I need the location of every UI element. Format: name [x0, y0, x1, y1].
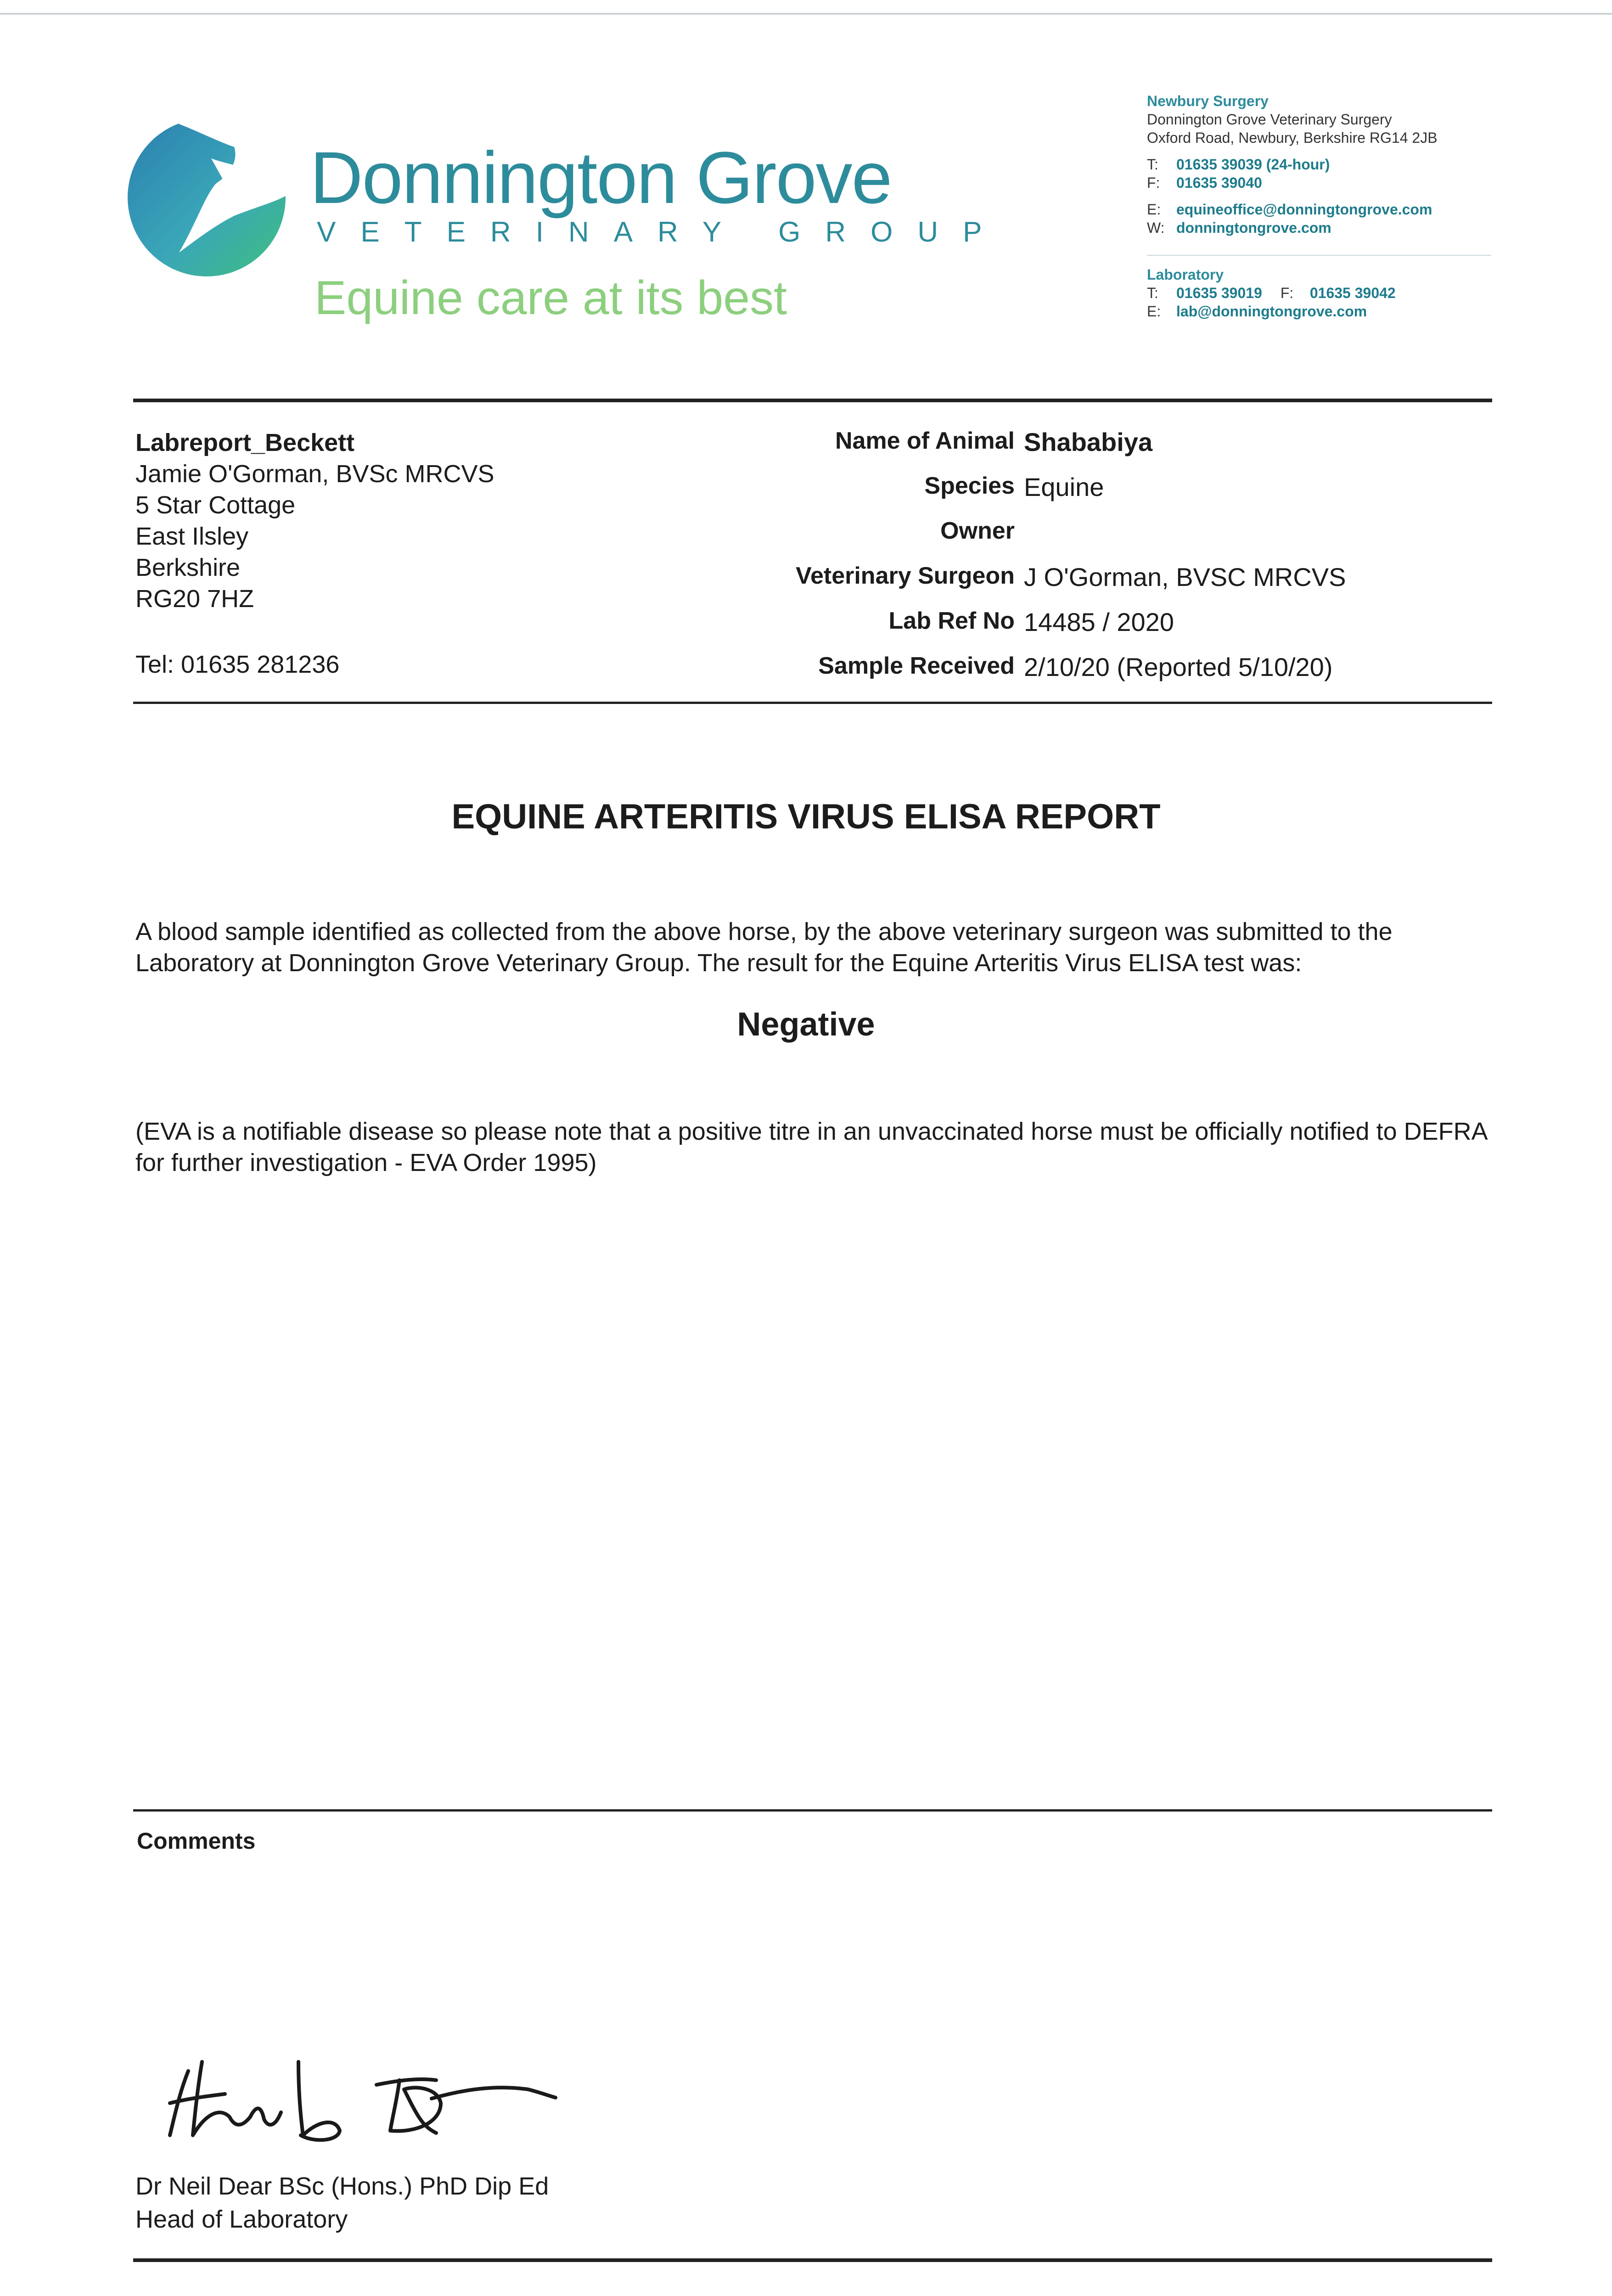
address-line: Jamie O'Gorman, BVSc MRCVS: [135, 460, 494, 488]
lab-email-label: E:: [1147, 303, 1161, 320]
surgery-line-1: Donnington Grove Veterinary Surgery: [1147, 111, 1392, 128]
info-label: Lab Ref No: [888, 608, 1015, 634]
signatory-block: [135, 2170, 549, 2236]
laboratory-heading: Laboratory: [1147, 266, 1224, 283]
surgery-contact-block: [1147, 92, 1438, 237]
surgery-web-label: W:: [1147, 219, 1165, 236]
footer-rule: [133, 2258, 1492, 2262]
laboratory-contact-block: [1147, 265, 1396, 321]
page-top-edge: [0, 13, 1612, 15]
report-intro: A blood sample identified as collected from the above horse, by the above veterinary surgeon was submitted to the Laboratory at Donnington Grove Veterinary Group. The result for the Equine Arteritis Virus ELISA test was:: [135, 918, 1393, 977]
info-value: 14485 / 2020: [1024, 608, 1174, 636]
signatory-name: Dr Neil Dear BSc (Hons.) PhD Dip Ed: [135, 2172, 549, 2200]
surgery-tel[interactable]: 01635 39039 (24-hour): [1176, 156, 1330, 173]
report-reference: Labreport_Beckett: [135, 429, 355, 456]
lab-tel[interactable]: 01635 39019: [1176, 285, 1262, 301]
brand-name: Donnington Grove: [310, 136, 892, 219]
info-value: 2/10/20 (Reported 5/10/20): [1024, 653, 1333, 681]
lab-fax: 01635 39042: [1309, 285, 1396, 301]
signatory-role: Head of Laboratory: [135, 2206, 348, 2233]
address-line: 5 Star Cottage: [135, 491, 296, 519]
handwritten-signature: [161, 2043, 565, 2149]
header-rule: [133, 399, 1492, 402]
surgery-email-label: E:: [1147, 201, 1161, 218]
surgery-email-link[interactable]: equineoffice@donningtongrove.com: [1176, 201, 1432, 218]
donnington-grove-logo-icon: [124, 115, 289, 280]
surgery-line-2: Oxford Road, Newbury, Berkshire RG14 2JB: [1147, 129, 1438, 146]
surgery-web-link[interactable]: donningtongrove.com: [1176, 219, 1331, 236]
surgery-fax-label: F:: [1147, 174, 1160, 191]
info-row-animal-name: [781, 427, 1515, 468]
report-note: (EVA is a notifiable disease so please note that a positive titre in an unvaccinated horse must be officially notified to DEFRA for further investigation - EVA Order 1995): [135, 1118, 1487, 1176]
info-value: Shababiya: [1024, 428, 1153, 456]
lab-tel-label: T:: [1147, 285, 1158, 301]
info-label: Sample Received: [818, 653, 1015, 679]
recipient-telephone: Tel: 01635 281236: [135, 651, 340, 678]
contact-divider: [1147, 255, 1491, 256]
info-label: Veterinary Surgeon: [796, 563, 1015, 589]
comments-heading: Comments: [137, 1828, 256, 1854]
info-label: Name of Animal: [835, 428, 1015, 454]
address-line: Berkshire: [135, 554, 241, 581]
info-row-species: [781, 472, 1515, 513]
test-result: Negative: [737, 1006, 875, 1043]
surgery-fax: 01635 39040: [1176, 174, 1262, 191]
info-row-lab-ref: [781, 607, 1515, 648]
info-rule: [133, 702, 1492, 704]
report-title: EQUINE ARTERITIS VIRUS ELISA REPORT: [451, 797, 1161, 836]
address-line: East Ilsley: [135, 523, 249, 550]
info-row-sample-received: [781, 652, 1515, 693]
surgery-heading: Newbury Surgery: [1147, 93, 1269, 109]
info-label: Owner: [940, 518, 1015, 544]
info-row-veterinary-surgeon: [781, 562, 1515, 603]
info-value: Equine: [1024, 473, 1104, 501]
lab-email-link[interactable]: lab@donningtongrove.com: [1176, 303, 1367, 320]
surgery-tel-label: T:: [1147, 156, 1158, 173]
info-row-owner: [781, 517, 1515, 558]
brand-subtitle: VETERINARY GROUP: [317, 216, 1007, 248]
brand-tagline: Equine care at its best: [315, 271, 787, 325]
address-line: RG20 7HZ: [135, 585, 254, 613]
info-value: J O'Gorman, BVSC MRCVS: [1024, 563, 1346, 591]
recipient-address: [135, 427, 494, 614]
comments-rule: [133, 1809, 1492, 1812]
lab-fax-label: F:: [1280, 285, 1294, 301]
info-label: Species: [924, 473, 1015, 499]
